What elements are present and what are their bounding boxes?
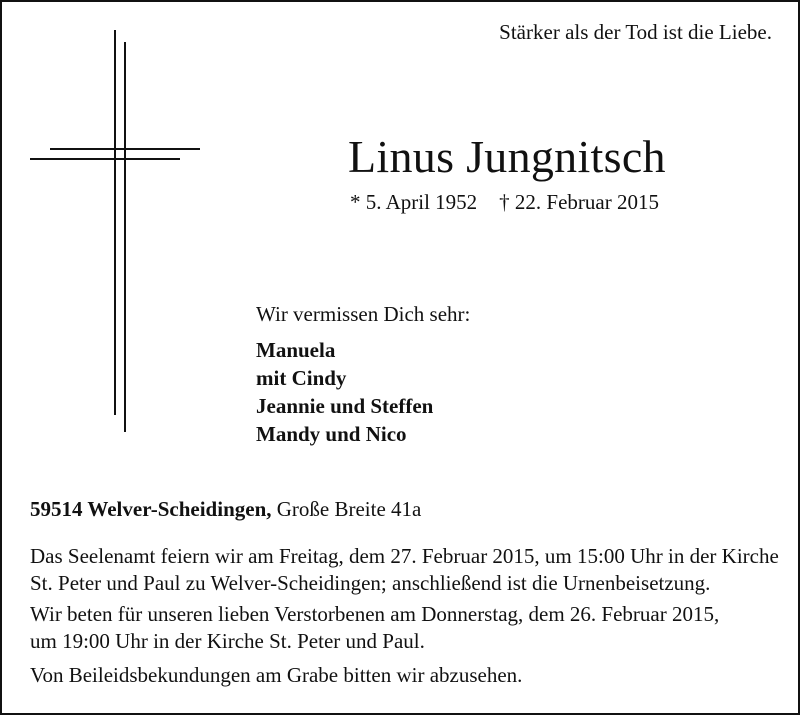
cross-horizontal-bottom xyxy=(30,158,180,160)
mourner-name: Jeannie und Steffen xyxy=(256,394,434,418)
address-street: Große Breite 41a xyxy=(276,497,422,521)
cross-horizontal-top xyxy=(50,148,200,150)
condolence-line: Von Beileidsbekundungen am Grabe bitten wir abzusehen. xyxy=(30,663,523,687)
prayer-line: um 19:00 Uhr in der Kirche St. Peter und Paul. xyxy=(30,629,425,653)
mourner-name: mit Cindy xyxy=(256,366,347,390)
condolence-paragraph xyxy=(30,662,790,689)
requiem-line: Das Seelenamt feiern wir am Freitag, dem 27. Februar 2015, um 15:00 Uhr in der Kirche xyxy=(30,544,779,568)
prayer-paragraph xyxy=(30,601,790,655)
life-dates xyxy=(350,190,659,215)
birth-date: * 5. April 1952 xyxy=(350,190,478,214)
requiem-paragraph xyxy=(30,543,790,597)
prayer-line: Wir beten für unseren lieben Verstorbenen am Donnerstag, dem 26. Februar 2015, xyxy=(30,602,720,626)
requiem-line: St. Peter und Paul zu Welver-Scheidingen; anschließend ist die Urnenbeisetzung. xyxy=(30,571,711,595)
cross-vertical-right xyxy=(124,42,126,432)
address xyxy=(30,497,421,522)
mourner-name: Mandy und Nico xyxy=(256,422,407,446)
mourners-list xyxy=(256,336,433,448)
mourner-name: Manuela xyxy=(256,338,336,362)
address-city: 59514 Welver-Scheidingen, xyxy=(30,497,272,521)
cross-vertical-left xyxy=(114,30,116,415)
deceased-name: Linus Jungnitsch xyxy=(348,131,666,182)
mourners-intro: Wir vermissen Dich sehr: xyxy=(256,302,471,326)
death-date: † 22. Februar 2015 xyxy=(499,190,659,214)
motto: Stärker als der Tod ist die Liebe. xyxy=(499,20,772,44)
